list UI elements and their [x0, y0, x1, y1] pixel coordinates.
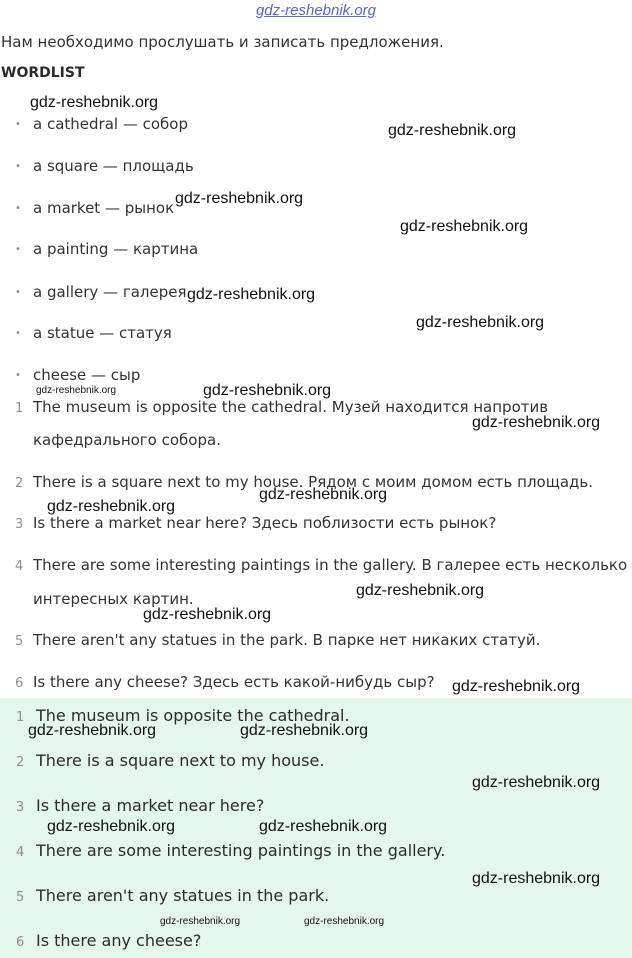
bullet-icon: • [15, 244, 21, 255]
watermark: gdz-reshebnik.org [143, 606, 272, 623]
wordlist-item: a gallery — галерея [33, 283, 187, 301]
answer-number: 2 [16, 755, 25, 770]
bullet-icon: • [15, 370, 21, 381]
bullet-icon: • [15, 119, 21, 130]
answer-number: 5 [16, 890, 25, 905]
watermark: gdz-reshebnik.org [472, 870, 601, 887]
watermark: gdz-reshebnik.org [187, 286, 316, 303]
watermark: gdz-reshebnik.org [472, 774, 601, 791]
watermark: gdz-reshebnik.org [356, 582, 485, 599]
sentence-2: There is a square next to my house. Рядом с моим домом есть площадь. [33, 473, 594, 491]
answer-4: There are some interesting paintings in the gallery. [36, 841, 446, 860]
bullet-icon: • [15, 328, 21, 339]
watermark: gdz-reshebnik.org [175, 190, 304, 207]
watermark: gdz-reshebnik.org [203, 382, 332, 399]
watermark: gdz-reshebnik.org [160, 916, 241, 927]
sentence-1-line-2: кафедрального собора. [33, 431, 221, 449]
wordlist-item: a painting — картина [33, 240, 199, 258]
wordlist-item: a statue — статуя [33, 324, 172, 342]
sentence-number: 2 [15, 476, 24, 491]
watermark: gdz-reshebnik.org [240, 722, 369, 739]
watermark: gdz-reshebnik.org [304, 916, 385, 927]
sentence-3: Is there a market near here? Здесь поблизости есть рынок? [33, 514, 497, 532]
answer-number: 3 [16, 800, 25, 815]
sentence-number: 6 [15, 676, 24, 691]
watermark: gdz-reshebnik.org [400, 218, 529, 235]
answer-2: There is a square next to my house. [36, 751, 325, 770]
watermark: gdz-reshebnik.org [30, 94, 159, 111]
watermark: gdz-reshebnik.org [47, 818, 176, 835]
sentence-6: Is there any cheese? Здесь есть какой-нибудь сыр? [33, 673, 435, 691]
wordlist-title: WORDLIST [1, 65, 85, 81]
sentence-number: 1 [15, 401, 24, 416]
answer-number: 4 [16, 845, 25, 860]
wordlist-item: a square — площадь [33, 157, 194, 175]
sentence-number: 5 [15, 634, 24, 649]
site-watermark-header[interactable]: gdz-reshebnik.org [255, 2, 377, 19]
bullet-icon: • [15, 287, 21, 298]
answer-number: 6 [16, 935, 25, 950]
watermark: gdz-reshebnik.org [28, 722, 157, 739]
sentence-4-line-1: There are some interesting paintings in the gallery. В галерее есть несколько [33, 556, 628, 574]
intro-text: Нам необходимо прослушать и записать предложения. [1, 33, 444, 51]
watermark: gdz-reshebnik.org [416, 314, 545, 331]
watermark: gdz-reshebnik.org [452, 678, 581, 695]
sentence-number: 4 [15, 559, 24, 574]
watermark: gdz-reshebnik.org [47, 498, 176, 515]
watermark: gdz-reshebnik.org [259, 486, 388, 503]
sentence-5: There aren't any statues in the park. В парке нет никаких статуй. [33, 631, 541, 649]
watermark: gdz-reshebnik.org [472, 414, 601, 431]
watermark: gdz-reshebnik.org [259, 818, 388, 835]
wordlist-item: a market — рынок [33, 199, 175, 217]
answer-number: 1 [16, 710, 25, 725]
wordlist-item: a cathedral — собор [33, 115, 188, 133]
answer-6: Is there any cheese? [36, 931, 202, 950]
answer-3: Is there a market near here? [36, 796, 265, 815]
bullet-icon: • [15, 161, 21, 172]
bullet-icon: • [15, 203, 21, 214]
wordlist-item: cheese — сыр [33, 366, 141, 384]
answer-5: There aren't any statues in the park. [36, 886, 330, 905]
watermark: gdz-reshebnik.org [388, 122, 517, 139]
sentence-4-line-2: интересных картин. [33, 590, 194, 608]
watermark: gdz-reshebnik.org [36, 385, 117, 396]
sentence-number: 3 [15, 517, 24, 532]
answer-1: The museum is opposite the cathedral. [36, 706, 350, 725]
sentence-1-line-1: The museum is opposite the cathedral. Музей находится напротив [33, 398, 549, 416]
